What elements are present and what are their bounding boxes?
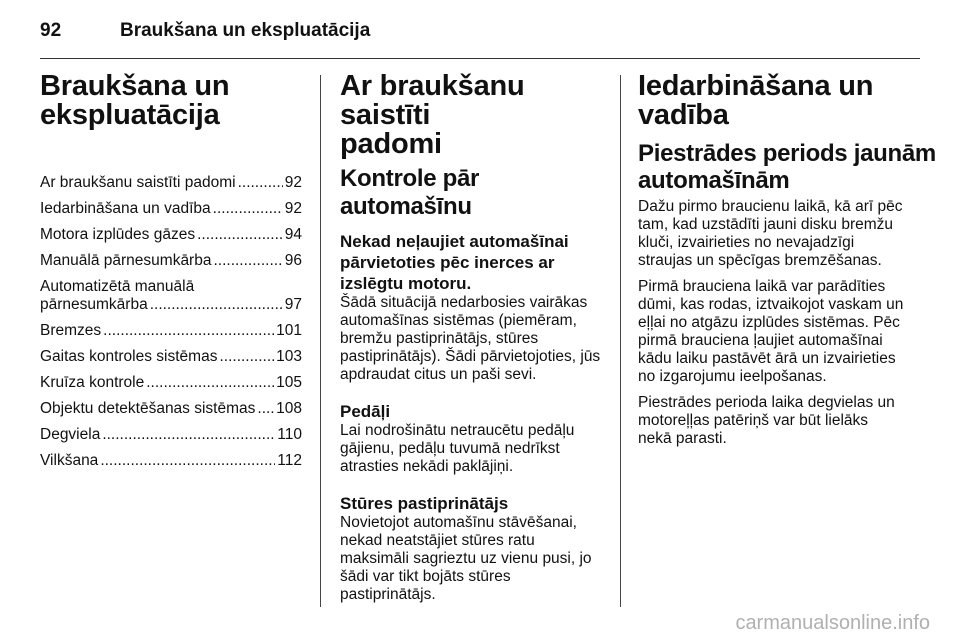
toc-page: 94	[284, 226, 302, 243]
toc-page: 112	[277, 452, 302, 469]
toc-item[interactable]	[40, 278, 302, 314]
toc-page: 96	[284, 252, 302, 269]
table-of-contents	[40, 174, 302, 478]
toc-label: Motora izplūdes gāzes	[40, 226, 196, 243]
chapter-title-line1: Braukšana un	[40, 70, 230, 102]
toc-label: Gaitas kontroles sistēmas	[40, 348, 218, 365]
toc-page: 108	[276, 400, 302, 417]
toc-label-line1: Automatizētā manuālā	[40, 278, 195, 295]
section-title-line1: Ar braukšanu saistīti	[340, 70, 525, 131]
toc-label: Iedarbināšana un vadība	[40, 200, 211, 217]
toc-leader	[219, 348, 274, 366]
paragraph: Dažu pirmo braucienu laikā, kā arī pēc tam, kad uzstādīti jauni disku bremžu kluči, izvairieties no nevajadzīgi straujas un spēcīgas bremzēšanas.	[638, 198, 903, 269]
toc-item[interactable]	[40, 200, 302, 218]
running-title: Braukšana un ekspluatācija	[120, 20, 371, 41]
toc-page: 97	[284, 296, 302, 313]
subsection-title-line1: Piestrādes periods jaunām	[638, 140, 936, 167]
toc-item[interactable]	[40, 426, 302, 444]
warning-heading	[340, 231, 602, 294]
toc-item[interactable]	[40, 400, 302, 418]
toc-page: 103	[276, 348, 302, 365]
toc-item[interactable]	[40, 452, 302, 470]
chapter-title-line2: ekspluatācija	[40, 99, 220, 131]
header-rule	[40, 58, 920, 59]
toc-page: 110	[277, 426, 302, 443]
toc-leader	[146, 374, 274, 392]
toc-leader	[197, 226, 283, 244]
toc-leader	[150, 296, 283, 314]
column-divider-2	[620, 75, 621, 607]
toc-label: Degviela	[40, 426, 101, 443]
toc-label: pārnesumkārba	[40, 296, 148, 313]
toc-label: Ar braukšanu saistīti padomi	[40, 174, 236, 191]
toc-label: Objektu detektēšanas sistēmas	[40, 400, 256, 417]
toc-leader	[102, 426, 275, 444]
chapter-title	[40, 72, 302, 130]
toc-leader	[213, 252, 282, 270]
subsection-title: Kontrole pār automašīnu	[340, 165, 480, 220]
section-title-line2: padomi	[340, 128, 442, 160]
column-divider-1	[320, 75, 321, 607]
toc-item[interactable]	[40, 174, 302, 192]
toc-label: Vilkšana	[40, 452, 99, 469]
section-title-line1: Iedarbināšana un	[638, 70, 874, 102]
steering-heading: Stūres pastiprinātājs	[340, 494, 509, 513]
column-3	[638, 70, 936, 456]
toc-leader	[100, 452, 275, 470]
toc-label: Manuālā pārnesumkārba	[40, 252, 212, 269]
section-title-line2: vadība	[638, 99, 729, 131]
toc-item[interactable]	[40, 252, 302, 270]
toc-leader	[238, 174, 283, 192]
steering-text: Novietojot automašīnu stāvēšanai, nekad neatstājiet stūres ratu maksimāli sagrieztu uz vienu pusi, jo šādi var tikt bojāts stūres pastiprinātājs.	[340, 514, 592, 603]
toc-page: 92	[284, 200, 302, 217]
paragraph: Pirmā brauciena laikā var parādīties dūmi, kas rodas, iztvaikojot vaskam un eļļai no atgāzu izplūdes sistēmas. Pēc pirmā brauciena ļaujiet automašīnai kādu laiku pastāvēt ārā un izvairieties no izgarojumu ieelpošanas.	[638, 278, 904, 385]
toc-item[interactable]	[40, 322, 302, 340]
pedals-heading: Pedāļi	[340, 402, 391, 421]
column-2	[340, 72, 602, 612]
paragraph: Piestrādes perioda laika degvielas un motoreļļas patēriņš var būt lielāks nekā parasti.	[638, 394, 895, 447]
toc-leader	[257, 400, 274, 418]
watermark: carmanualsonline.info	[735, 612, 930, 634]
column-1	[40, 72, 302, 138]
toc-item[interactable]	[40, 374, 302, 392]
page-number: 92	[40, 20, 62, 41]
warning-text: Šādā situācijā nedarbosies vairākas automašīnas sistēmas (piemēram, bremžu pastiprinātājs, stūres pastiprinātājs). Šādi pārvietojoties, jūs apdraudat citus un paši sevi.	[340, 294, 601, 383]
toc-leader	[103, 322, 274, 340]
subsection-title	[638, 140, 936, 194]
warning-heading-line2: pārvietoties pēc inerces ar	[340, 253, 555, 272]
toc-item[interactable]	[40, 348, 302, 366]
toc-page: 92	[284, 174, 302, 191]
page-header	[40, 14, 920, 44]
toc-leader	[213, 200, 283, 218]
toc-label: Kruīza kontrole	[40, 374, 145, 391]
section-title	[340, 72, 602, 159]
pedals-text: Lai nodrošinātu netraucētu pedāļu gājienu, pedāļu tuvumā nedrīkst atrasties nekādi paklājiņi.	[340, 422, 575, 475]
toc-label: Bremzes	[40, 322, 102, 339]
toc-page: 101	[276, 322, 302, 339]
toc-page: 105	[276, 374, 302, 391]
subsection-title-line2: automašīnām	[638, 167, 790, 194]
toc-item[interactable]	[40, 226, 302, 244]
warning-heading-line3: izslēgtu motoru.	[340, 274, 472, 293]
section-title	[638, 72, 904, 130]
warning-heading-line1: Nekad neļaujiet automašīnai	[340, 232, 569, 251]
